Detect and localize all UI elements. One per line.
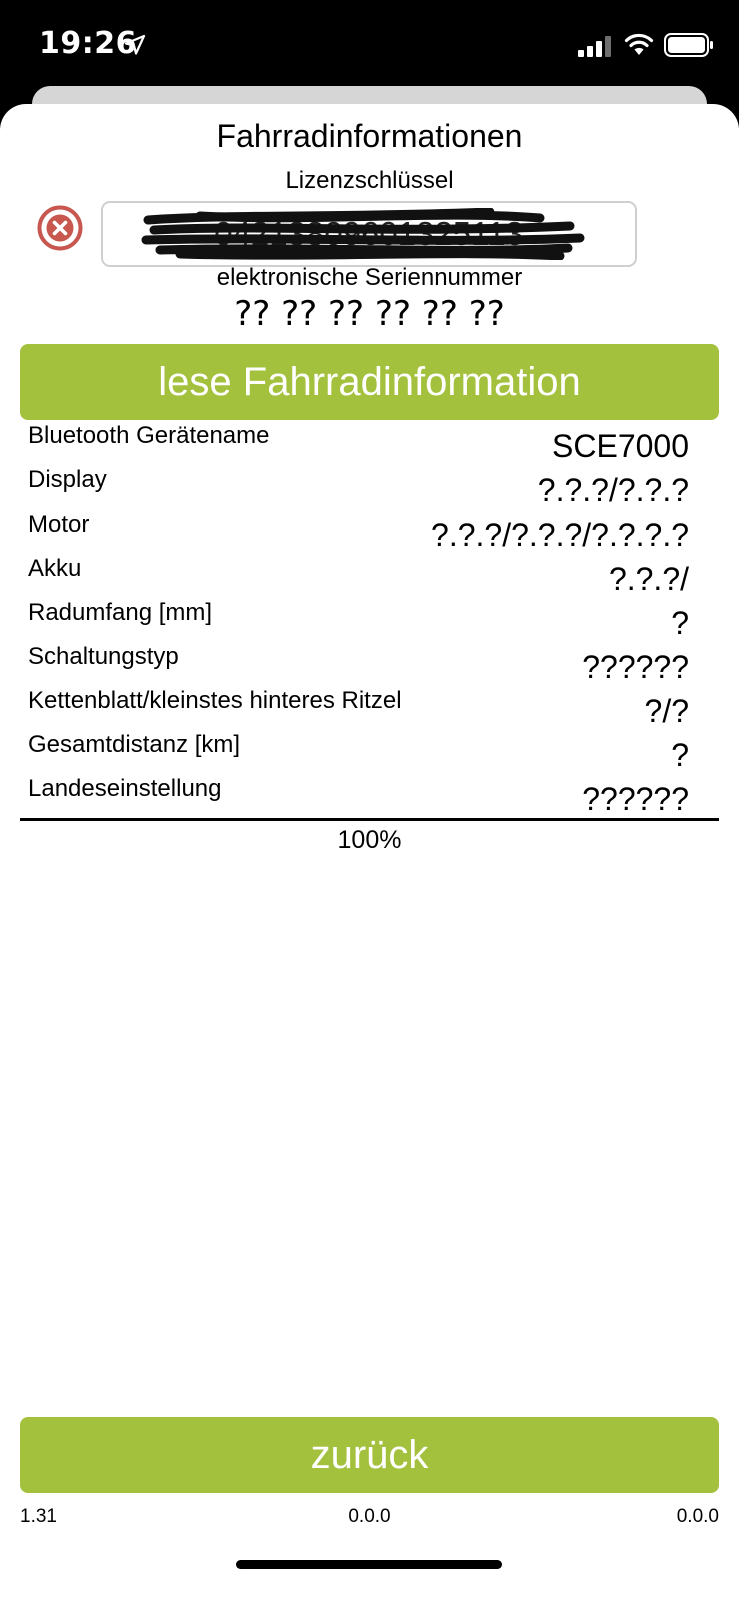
back-button[interactable]: zurück [20,1417,719,1493]
info-label: Kettenblatt/kleinstes hinteres Ritzel [28,687,402,714]
info-value: ? [671,605,689,641]
serial-number-value: ?? ?? ?? ?? ?? ?? [234,294,505,334]
info-row-chainring-sprocket [28,687,689,731]
info-row-country-setting [28,775,689,819]
info-value: ? [671,737,689,773]
read-bike-info-button[interactable]: lese Fahrradinformation [20,344,719,420]
info-row-battery [28,555,689,599]
info-value: ?????? [582,781,689,817]
info-value: ?.?.?/?.?.? [537,472,689,508]
info-row-total-distance [28,731,689,775]
license-key-label: Lizenzschlüssel [285,167,454,194]
page-title: Fahrradinformationen [216,118,523,154]
info-label: Gesamtdistanz [km] [28,731,241,758]
serial-number-label: elektronische Seriennummer [216,264,523,291]
info-label: Bluetooth Gerätename [28,422,270,449]
info-label: Motor [28,511,90,538]
info-row-display [28,466,689,510]
info-label: Schaltungstyp [28,643,179,670]
cellular-signal-icon [578,35,614,57]
info-value: ?.?.?/?.?.?/?.?.?.? [431,517,689,553]
info-value: ?/? [644,693,689,729]
info-row-motor [28,511,689,555]
info-label: Landeseinstellung [28,775,222,802]
footer-app-version: 1.31 [20,1506,57,1527]
info-row-wheel-circumference [28,599,689,643]
status-bar [0,0,739,90]
location-arrow-icon [124,34,146,56]
info-row-shift-type [28,643,689,687]
info-value: ?.?.?/ [608,561,689,597]
footer-right-version: 0.0.0 [676,1506,719,1527]
status-time: 19:26 [39,26,137,61]
info-label: Radumfang [mm] [28,599,213,626]
divider [20,818,719,821]
battery-icon [664,33,714,57]
info-label: Display [28,466,107,493]
info-value: SCE7000 [552,428,689,464]
bike-info-sheet [0,104,739,1600]
info-value: ?????? [582,649,689,685]
home-indicator[interactable] [236,1560,502,1569]
progress-text: 100% [337,826,402,854]
info-row-bluetooth-name [28,422,689,466]
license-key-input[interactable] [101,201,637,267]
footer-middle-version: 0.0.0 [348,1506,391,1527]
info-label: Akku [28,555,82,582]
clear-icon[interactable] [36,204,84,252]
wifi-icon [624,33,654,57]
